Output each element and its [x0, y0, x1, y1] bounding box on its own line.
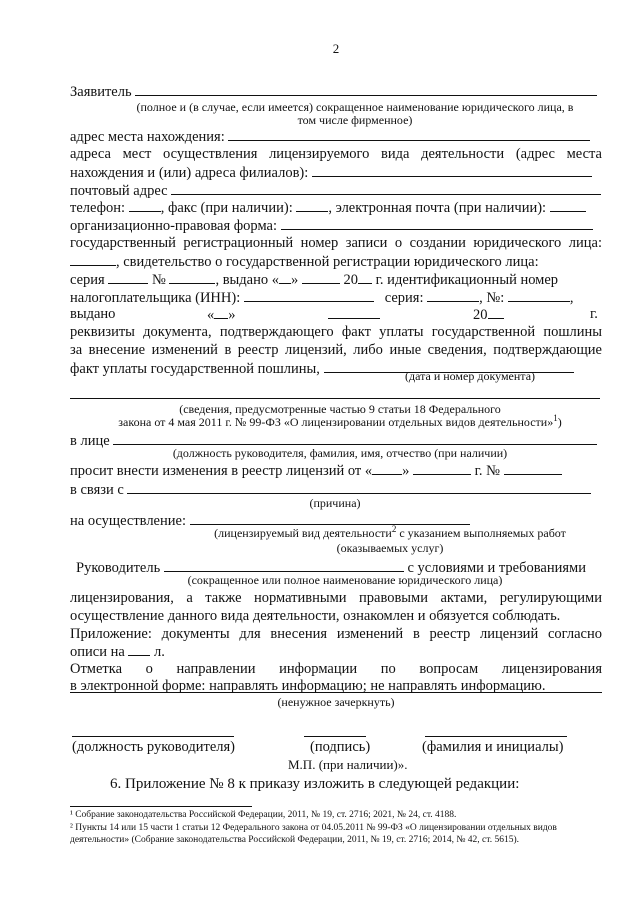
- request-line: [70, 461, 602, 480]
- applicant-label: Заявитель: [70, 84, 132, 100]
- certificate-line: [70, 270, 602, 289]
- quote-close: »: [291, 272, 299, 288]
- address-field[interactable]: [228, 127, 590, 141]
- inn-label: налогоплательщика (ИНН):: [70, 290, 241, 306]
- signature-sign-field[interactable]: [304, 736, 366, 737]
- inn-field[interactable]: [244, 288, 374, 302]
- email-label: , электронная почта (при наличии):: [328, 200, 547, 216]
- request-year-label: г. №: [474, 463, 501, 479]
- law-caption-2: закона от 4 мая 2011 г. № 99-ФЗ «О лицензировании отдельных видов деятельности»$^1$): [118, 413, 562, 429]
- issued2-year: [473, 305, 504, 324]
- address-line: [70, 127, 602, 146]
- request-label: просит внести изменения в реестр лицензий от «: [70, 463, 373, 479]
- attachment-unit: л.: [154, 644, 165, 660]
- certificate-label: , свидетельство о государственной регистрации юридического лица:: [116, 254, 539, 270]
- activity-places-label: нахождения и (или) адреса филиалов):: [70, 165, 309, 181]
- phone-label: телефон:: [70, 200, 126, 216]
- issued-year-field[interactable]: [358, 270, 372, 284]
- activity-caption-1-text: (лицензируемый вид деятельности: [214, 526, 392, 540]
- head-text-1: лицензирования, а также нормативными правовыми актами, регулирующими: [70, 590, 602, 606]
- fax-label: , факс (при наличии):: [160, 200, 293, 216]
- email-field[interactable]: [550, 198, 586, 212]
- head-label: Руководитель: [76, 560, 161, 576]
- person-caption: (должность руководителя, фамилия, имя, отчество (при наличии): [172, 446, 508, 460]
- open-quote: «: [207, 307, 215, 323]
- number-field[interactable]: [169, 270, 215, 284]
- number-label: №: [151, 272, 166, 288]
- notice-underline: [70, 692, 602, 693]
- activity-caption-2: (оказываемых услуг): [336, 541, 444, 555]
- footnote-separator: [70, 806, 252, 807]
- head-tail: с условиями и требованиями: [407, 560, 586, 576]
- activity-places-line-1: адреса мест осуществления лицензируемого вида деятельности (адрес места: [70, 146, 602, 162]
- request-number-field[interactable]: [504, 461, 562, 475]
- issued2-day: [207, 305, 236, 324]
- year-20: 20: [343, 272, 358, 288]
- series2-label: серия:: [384, 290, 424, 306]
- fee-line-2: за внесение изменений в реестр лицензий, либо иные сведения, подтверждающие: [70, 342, 602, 358]
- item-6-heading: 6. Приложение № 8 к приказу изложить в следующей редакции:: [110, 776, 520, 792]
- footnote-ref-1: 1: [553, 413, 558, 423]
- request-day-field[interactable]: [372, 461, 402, 475]
- head-caption: (сокращенное или полное наименование юридического лица): [187, 573, 503, 587]
- activity-caption-1-end: с указанием выполняемых работ: [396, 526, 566, 540]
- footnote-1: ¹ Собрание законодательства Российской Федерации, 2011, № 19, ст. 2716; 2021, № 24, ст. 4188.: [70, 810, 457, 820]
- legal-form-field[interactable]: [281, 216, 593, 230]
- signature-sign-label: (подпись): [310, 739, 371, 755]
- ogrn-line-2: [70, 252, 602, 271]
- law-caption-2-text: закона от 4 мая 2011 г. № 99-ФЗ «О лицензировании отдельных видов деятельности»: [118, 415, 554, 429]
- signature-position-field[interactable]: [72, 736, 234, 737]
- applicant-caption-1: (полное и (в случае, если имеется) сокращенное наименование юридического лица, в: [136, 100, 574, 114]
- activity-field[interactable]: [190, 511, 470, 525]
- year-g: г.: [590, 306, 598, 322]
- address-label: адрес места нахождения:: [70, 129, 225, 145]
- inn-intro: г. идентификационный номер: [375, 272, 559, 288]
- issued2-day-field[interactable]: [214, 305, 228, 319]
- issued-month-field[interactable]: [302, 270, 340, 284]
- law-info-field[interactable]: [70, 398, 600, 399]
- activity-places-line-2: [70, 163, 602, 182]
- ogrn-field[interactable]: [70, 252, 116, 266]
- attachment-pages-field[interactable]: [128, 642, 150, 656]
- series2-field[interactable]: [427, 288, 479, 302]
- ogrn-line-1: государственный регистрационный номер записи о создании юридического лица:: [70, 235, 602, 251]
- page-number: 2: [332, 41, 340, 56]
- signature-position-label: (должность руководителя): [72, 739, 235, 755]
- series-label: серия: [70, 272, 105, 288]
- activity-places-field[interactable]: [312, 163, 592, 177]
- fee-caption: (дата и номер документа): [404, 369, 536, 383]
- reason-caption: (причина): [309, 496, 361, 510]
- contacts-line: [70, 198, 602, 217]
- notice-line-2: в электронной форме: направлять информацию; не направлять информацию.: [70, 678, 546, 694]
- applicant-field[interactable]: [135, 82, 597, 96]
- year2-20: 20: [473, 307, 488, 323]
- notice-line-1: Отметка о направлении информации по вопросам лицензирования: [70, 661, 602, 677]
- notice-caption: (ненужное зачеркнуть): [277, 695, 395, 709]
- stamp-label: М.П. (при наличии)».: [288, 757, 408, 772]
- comma: ,: [569, 290, 574, 306]
- signature-name-label: (фамилия и инициалы): [422, 739, 564, 755]
- activity-label: на осуществление:: [70, 513, 186, 529]
- issued2-line: [70, 305, 602, 323]
- attachment-label: описи на: [70, 644, 125, 660]
- applicant-line: [70, 82, 602, 101]
- footnote-2-line-2: деятельности» (Собрание законодательства Российской Федерации, 2011, № 19, ст. 2716; 2014, № 42, ст. 5615).: [70, 835, 519, 845]
- reason-field[interactable]: [127, 480, 591, 494]
- postal-label: почтовый адрес: [70, 183, 168, 199]
- head-field[interactable]: [164, 558, 404, 572]
- request-month-field[interactable]: [413, 461, 471, 475]
- close-quote: »: [228, 307, 236, 323]
- issued-label: , выдано «: [215, 272, 279, 288]
- issued2-year-field[interactable]: [488, 305, 504, 319]
- fee-line-1: реквизиты документа, подтверждающего факт уплаты государственной пошлины: [70, 324, 602, 340]
- legal-form-line: [70, 216, 602, 235]
- footnote-2-line-1: ² Пункты 14 или 15 части 1 статьи 12 Федерального закона от 04.05.2011 № 99-ФЗ «О лицензировании отдельных видов: [70, 823, 557, 833]
- person-field[interactable]: [113, 431, 597, 445]
- attachment-line-2: [70, 642, 602, 661]
- reason-label: в связи с: [70, 482, 124, 498]
- footnote-ref-2: 2: [391, 524, 397, 534]
- number2-label: , №:: [479, 290, 505, 306]
- fax-field[interactable]: [296, 198, 328, 212]
- applicant-caption-2: том числе фирменное): [297, 113, 413, 127]
- request-quote-close: »: [402, 463, 410, 479]
- postal-field[interactable]: [171, 181, 601, 195]
- signature-name-field[interactable]: [425, 736, 567, 737]
- head-text-2: осуществление данного вида деятельности, ознакомлен и обязуется соблюдать.: [70, 608, 561, 624]
- legal-form-label: организационно-правовая форма:: [70, 218, 277, 234]
- number2-field[interactable]: [508, 288, 570, 302]
- attachment-line-1: Приложение: документы для внесения изменений в реестр лицензий согласно: [70, 626, 602, 642]
- series-field[interactable]: [108, 270, 148, 284]
- person-label: в лице: [70, 433, 110, 449]
- issued-day-field[interactable]: [279, 270, 291, 284]
- issued2-month-field[interactable]: [328, 305, 380, 319]
- law-caption-1: (сведения, предусмотренные частью 9 статьи 18 Федерального: [179, 402, 501, 416]
- activity-caption-1: [190, 526, 590, 540]
- phone-field[interactable]: [129, 198, 161, 212]
- fee-label: факт уплаты государственной пошлины,: [70, 361, 320, 377]
- issued2-label: выдано: [70, 306, 116, 322]
